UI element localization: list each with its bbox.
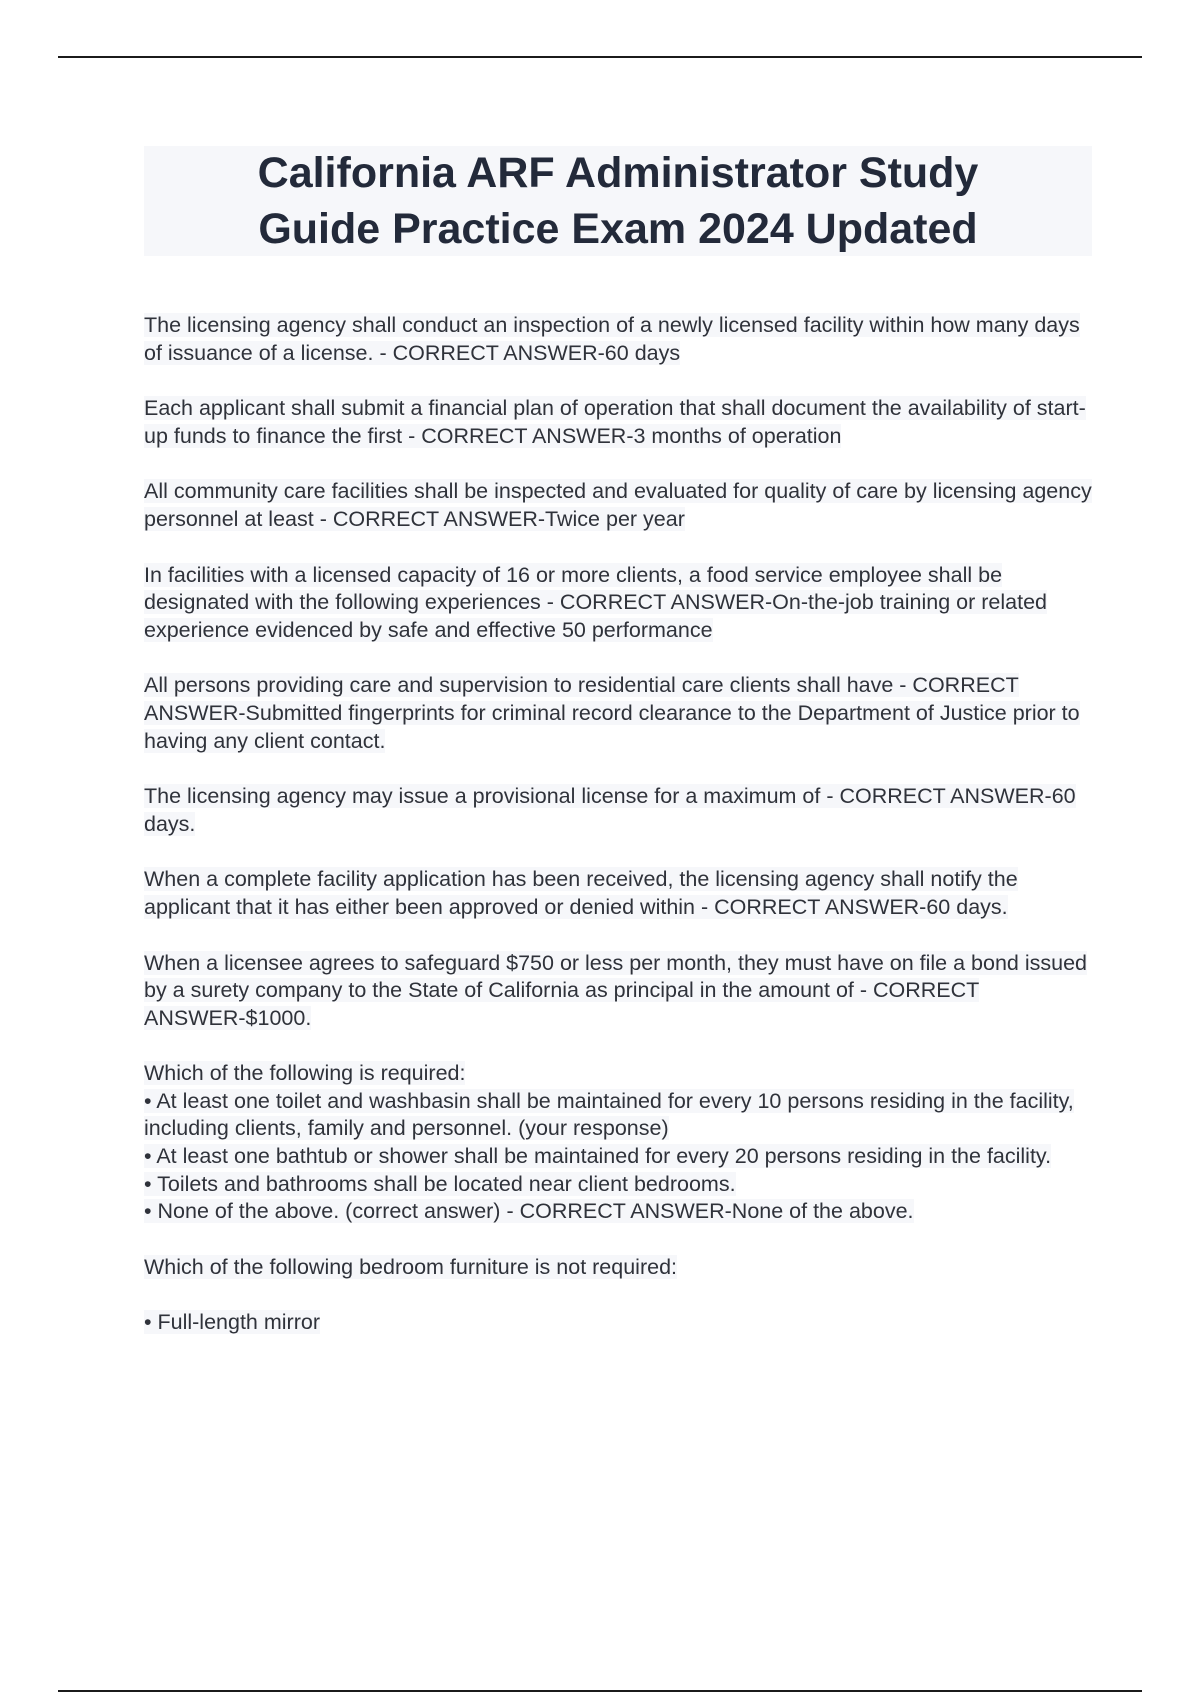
header-rule [58,56,1142,58]
document-body [144,312,1100,1365]
qa-item-4 [144,562,1100,645]
footer-rule [58,1690,1142,1692]
option-item: • None of the above. (correct answer) - CORRECT ANSWER-None of the above. [144,1199,914,1224]
qa-text: When a licensee agrees to safeguard $750 or less per month, they must have on file a bond issued by a surety company to the State of California as principal in the amount of - CORRECT ANSWER-$1000. [144,950,1087,1030]
qa-text: The licensing agency shall conduct an inspection of a newly licensed facility within how many days of issuance of a license. - CORRECT ANSWER-60 days [144,313,1080,365]
document-title: California ARF Administrator Study Guide Practice Exam 2024 Updated [257,149,979,253]
option-item: • At least one toilet and washbasin shall be maintained for every 10 persons residing in the facility, including clients, family and personnel. (your response) [144,1088,1074,1141]
qa-text: All community care facilities shall be inspected and evaluated for quality of care by licensing agency personnel at least - CORRECT ANSWER-Twice per year [144,479,1092,531]
qa-item-3 [144,478,1100,533]
option-item: • Full-length mirror [144,1310,320,1335]
question-prompt: Which of the following bedroom furniture is not required: [144,1254,677,1279]
qa-item-1 [144,312,1100,367]
qa-text: The licensing agency may issue a provisional license for a maximum of - CORRECT ANSWER-60 days. [144,784,1076,836]
qa-item-9 [144,1060,1100,1226]
qa-text: In facilities with a licensed capacity of 16 or more clients, a food service employee shall be designated with the following experiences - CORRECT ANSWER-On-the-job training or related experience evidenced by safe and effective 50 performance [144,562,1048,642]
title-block [144,146,1092,256]
qa-item-6 [144,783,1100,838]
option-item: • Toilets and bathrooms shall be located near client bedrooms. [144,1171,736,1196]
qa-item-2 [144,395,1100,450]
qa-text: All persons providing care and supervision to residential care clients shall have - CORRECT ANSWER-Submitted fingerprints for criminal record clearance to the Department of Justice prior to having any client contact. [144,673,1080,753]
qa-item-10-prompt [144,1254,1100,1282]
qa-item-5 [144,672,1100,755]
qa-text: When a complete facility application has been received, the licensing agency shall notify the applicant that it has either been approved or denied within - CORRECT ANSWER-60 days. [144,867,1018,919]
qa-item-7 [144,866,1100,921]
qa-text: Each applicant shall submit a financial plan of operation that shall document the availability of start-up funds to finance the first - CORRECT ANSWER-3 months of operation [144,396,1086,448]
qa-item-10-option [144,1309,1100,1337]
option-item: • At least one bathtub or shower shall be maintained for every 20 persons residing in the facility. [144,1144,1052,1169]
qa-item-8 [144,950,1100,1033]
question-prompt: Which of the following is required: [144,1061,466,1086]
